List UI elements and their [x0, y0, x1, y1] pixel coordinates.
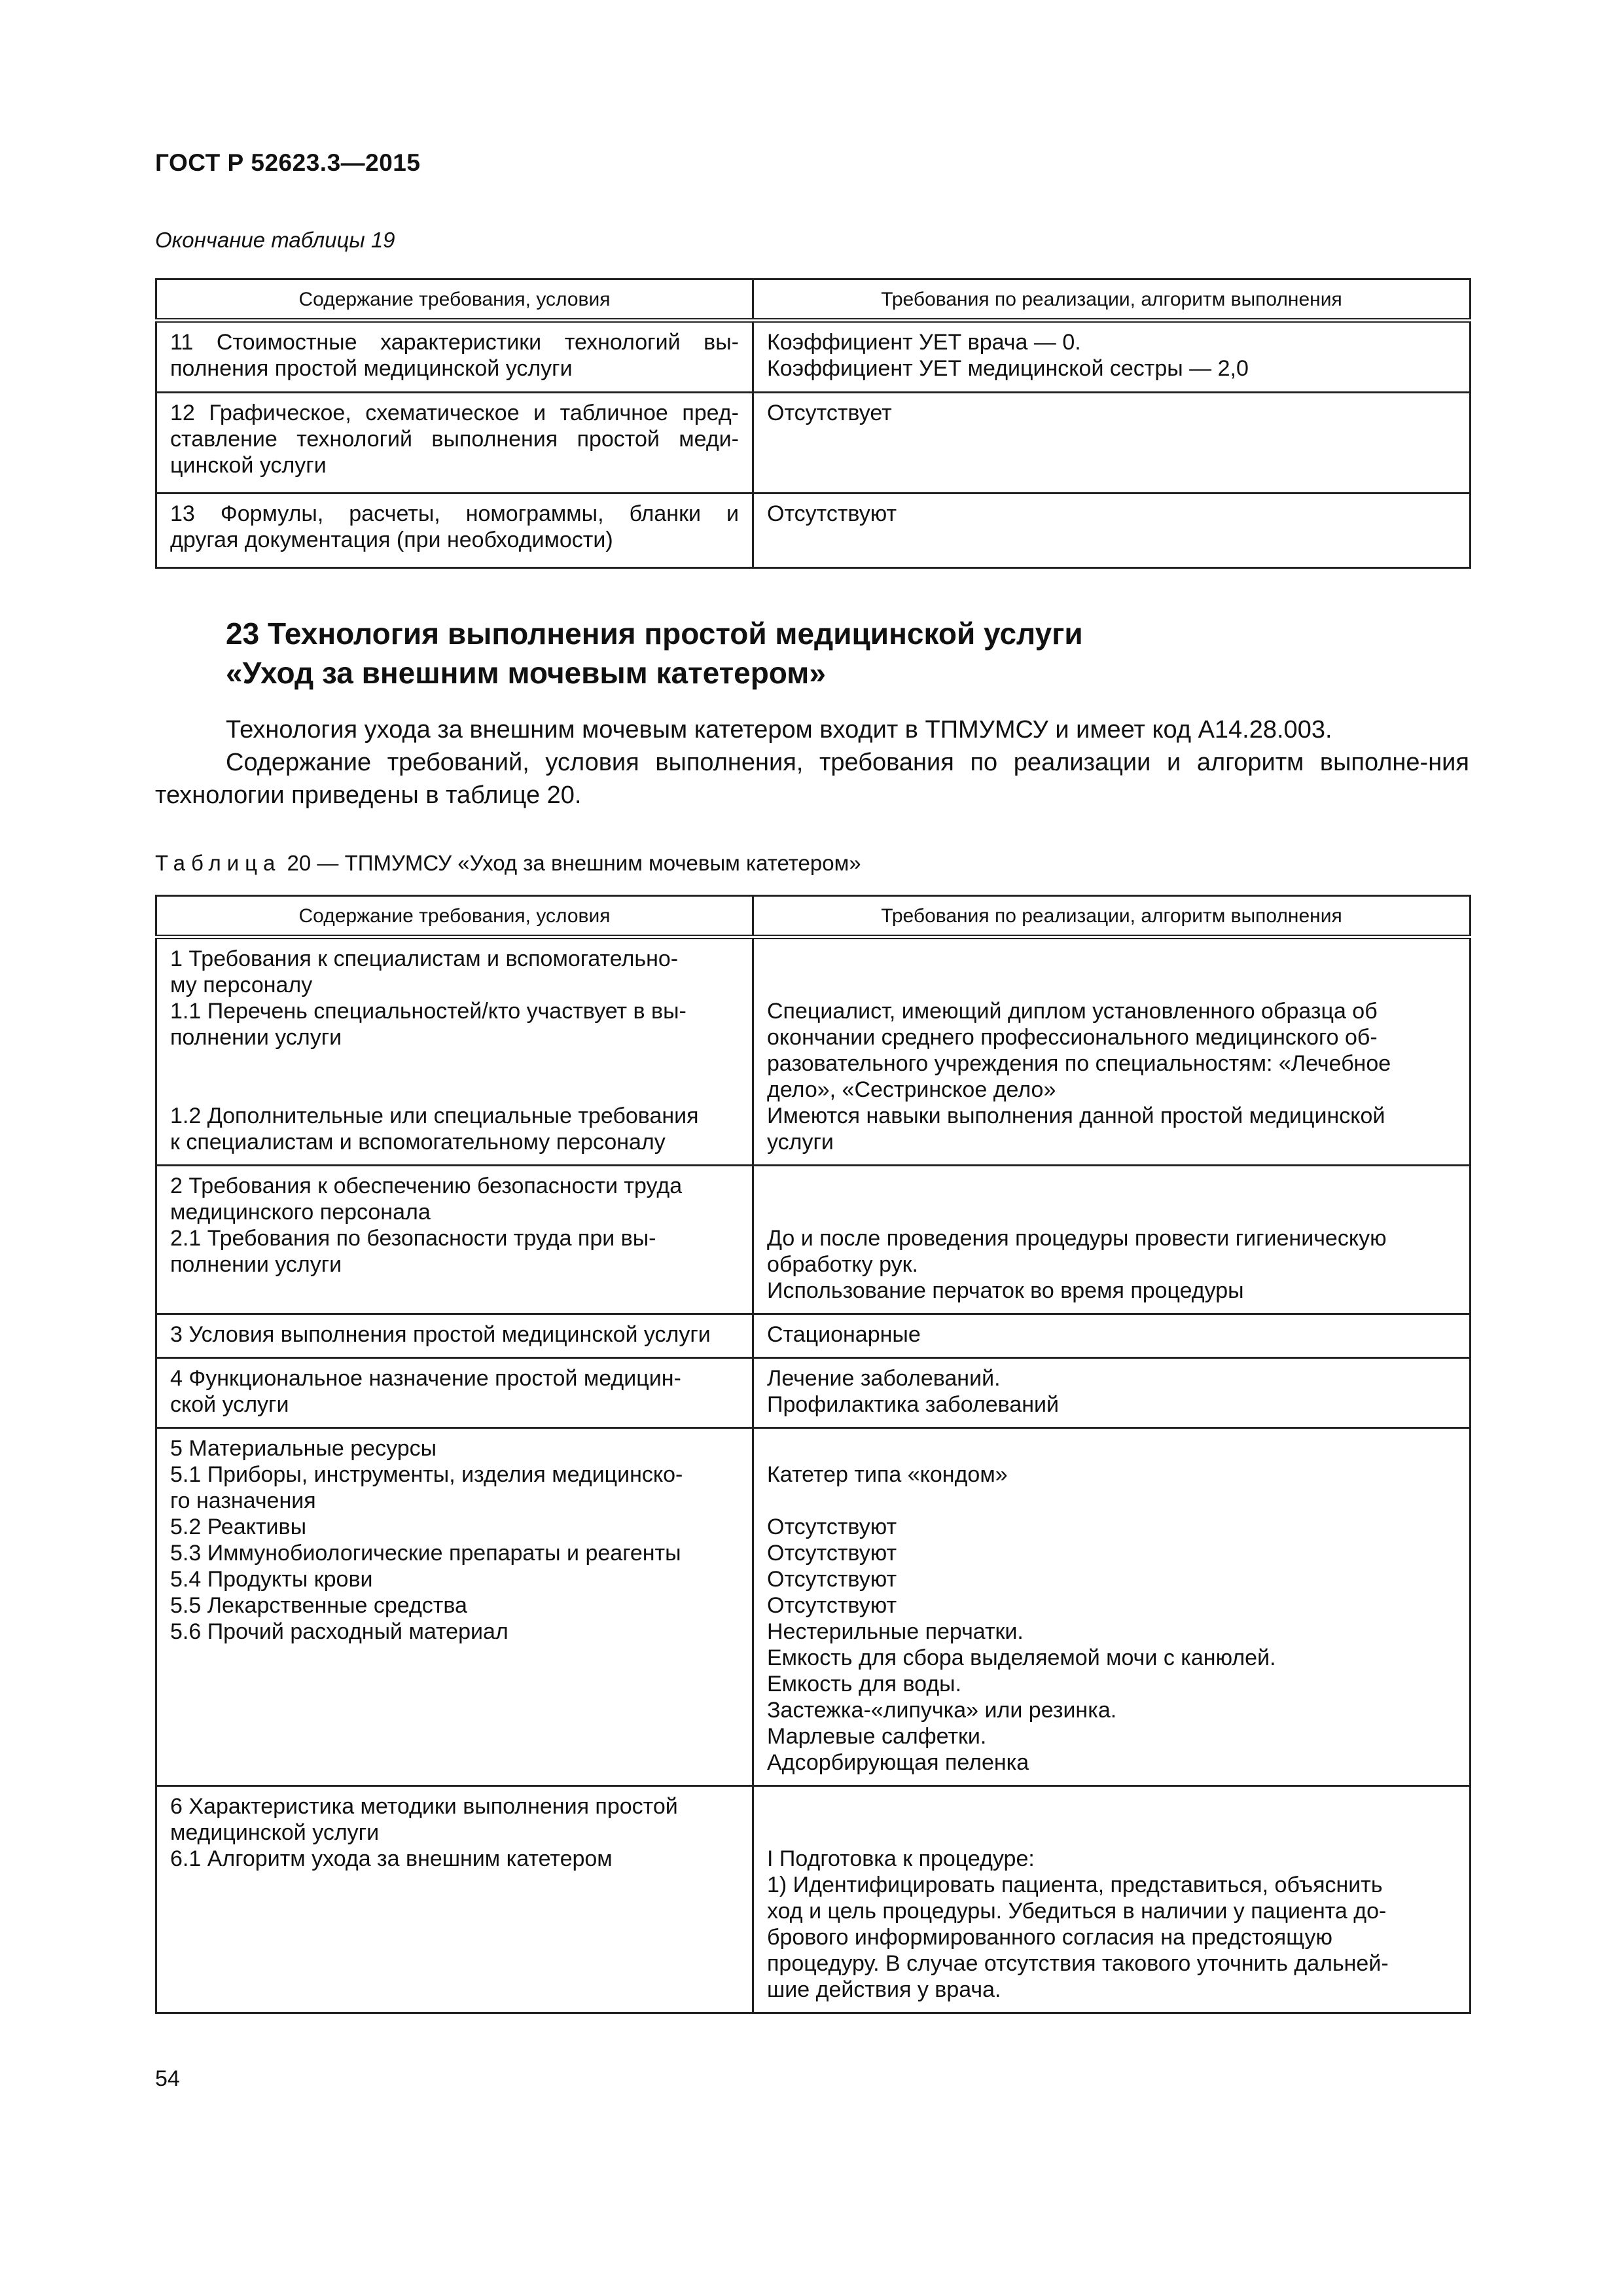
- column-header-implementation: Требования по реализации, алгоритм выполнения: [753, 896, 1471, 937]
- cell-line: окончании среднего профессионального медицинского об-: [767, 1025, 1378, 1050]
- cell-line: ход и цель процедуры. Убедиться в наличии у пациента до-: [767, 1899, 1387, 1924]
- cell-line: До и после проведения процедуры провести гигиеническую: [767, 1226, 1387, 1251]
- cell-line: 5.2 Реактивы: [170, 1515, 307, 1539]
- requirement-cell: [156, 393, 753, 493]
- cell-line: [767, 1173, 1456, 1199]
- column-header-requirements: Содержание требования, условия: [156, 279, 753, 321]
- table-caption-title: 20 — ТПМУМСУ «Уход за внешним мочевым катетером»: [281, 851, 861, 875]
- cell-line: 1) Идентифицировать пациента, представиться, объяснить: [767, 1873, 1383, 1897]
- requirement-cell: [156, 321, 753, 393]
- table-row: [156, 1314, 1471, 1358]
- cell-line: Емкость для воды.: [767, 1672, 962, 1696]
- requirement-cell: [156, 1358, 753, 1428]
- cell-line: обработку рук.: [767, 1252, 918, 1277]
- cell-line: 11 Стоимостные характеристики технологий вы-: [170, 330, 739, 355]
- cell-line: 2 Требования к обеспечению безопасности труда: [170, 1174, 683, 1198]
- cell-line: [767, 972, 1456, 998]
- cell-line: 3 Условия выполнения простой медицинской услуги: [170, 1322, 711, 1347]
- cell-line: 1.1 Перечень специальностей/кто участвует в вы-: [170, 999, 687, 1024]
- cell-line: цинской услуги: [170, 453, 327, 478]
- cell-line: 6 Характеристика методики выполнения простой: [170, 1794, 678, 1819]
- cell-line: Застежка-«липучка» или резинка.: [767, 1698, 1117, 1723]
- implementation-cell: [753, 1358, 1471, 1428]
- cell-line: полнении услуги: [170, 1252, 342, 1277]
- column-header-implementation: Требования по реализации, алгоритм выполнения: [753, 279, 1471, 321]
- requirement-cell: [156, 493, 753, 568]
- cell-line: процедуру. В случае отсутствия такового уточнить дальней-: [767, 1951, 1389, 1976]
- table-continuation-caption: Окончание таблицы 19: [155, 228, 395, 252]
- cell-line: полнения простой медицинской услуги: [170, 356, 573, 381]
- cell-line: Отсутствуют: [767, 1541, 897, 1566]
- table-20-caption: [155, 851, 861, 876]
- cell-line: ставление технологий выполнения простой меди-: [170, 427, 739, 452]
- cell-line: [767, 1435, 1456, 1462]
- cell-line: [170, 1077, 739, 1103]
- cell-line: Имеются навыки выполнения данной простой медицинской: [767, 1103, 1385, 1128]
- cell-line: полнении услуги: [170, 1025, 342, 1050]
- cell-line: 5.5 Лекарственные средства: [170, 1593, 467, 1618]
- cell-line: Использование перчаток во время процедуры: [767, 1278, 1244, 1303]
- cell-line: Нестерильные перчатки.: [767, 1619, 1024, 1644]
- cell-line: 1.2 Дополнительные или специальные требования: [170, 1103, 699, 1128]
- requirement-cell: [156, 1314, 753, 1358]
- table-20: [155, 895, 1471, 2014]
- cell-line: услуги: [767, 1130, 834, 1155]
- table-row: [156, 1358, 1471, 1428]
- cell-line: ской услуги: [170, 1392, 289, 1417]
- cell-line: Коэффициент УЕТ врача — 0.: [767, 330, 1081, 355]
- cell-line: Стационарные: [767, 1322, 921, 1347]
- section-paragraph: Содержание требований, условия выполнения, требования по реализации и алгоритм выполне-ния технологии приведены в таблице 20.: [155, 749, 1469, 809]
- cell-line: шие действия у врача.: [767, 1977, 1001, 2002]
- cell-line: Адсорбирующая пеленка: [767, 1750, 1029, 1775]
- cell-line: 5.1 Приборы, инструменты, изделия медицинско-: [170, 1462, 683, 1487]
- column-header-requirements: Содержание требования, условия: [156, 896, 753, 937]
- cell-line: Отсутствует: [767, 401, 892, 425]
- cell-line: Отсутствуют: [767, 1515, 897, 1539]
- cell-line: медицинской услуги: [170, 1820, 380, 1845]
- table-header-row: [156, 896, 1471, 937]
- implementation-cell: [753, 321, 1471, 393]
- cell-line: [767, 1793, 1456, 1820]
- section-heading: [226, 614, 1083, 692]
- table-header-row: [156, 279, 1471, 321]
- cell-line: другая документация (при необходимости): [170, 528, 613, 552]
- table-row: [156, 493, 1471, 568]
- cell-line: брового информированного согласия на предстоящую: [767, 1925, 1333, 1950]
- cell-line: го назначения: [170, 1488, 316, 1513]
- cell-line: Емкость для сбора выделяемой мочи с канюлей.: [767, 1645, 1276, 1670]
- table-caption-label: Таблица: [155, 851, 281, 875]
- implementation-cell: [753, 1428, 1471, 1786]
- section-heading-line: 23 Технология выполнения простой медицинской услуги: [226, 617, 1083, 651]
- requirement-cell: [156, 937, 753, 1166]
- table-row: [156, 393, 1471, 493]
- table-row: [156, 1428, 1471, 1786]
- cell-line: 6.1 Алгоритм ухода за внешним катетером: [170, 1846, 613, 1871]
- cell-line: 5.6 Прочий расходный материал: [170, 1619, 508, 1644]
- table-row: [156, 1786, 1471, 2013]
- cell-line: 4 Функциональное назначение простой медицин-: [170, 1366, 681, 1391]
- cell-line: Лечение заболеваний.: [767, 1366, 1001, 1391]
- cell-line: [767, 1488, 1456, 1514]
- cell-line: [767, 1820, 1456, 1846]
- implementation-cell: [753, 493, 1471, 568]
- cell-line: к специалистам и вспомогательному персоналу: [170, 1130, 666, 1155]
- cell-line: 13 Формулы, расчеты, номограммы, бланки и: [170, 501, 739, 526]
- cell-line: [170, 1050, 739, 1077]
- cell-line: му персоналу: [170, 973, 313, 997]
- cell-line: Коэффициент УЕТ медицинской сестры — 2,0: [767, 356, 1249, 381]
- table-row: [156, 321, 1471, 393]
- cell-line: 5.4 Продукты крови: [170, 1567, 373, 1592]
- cell-line: Отсутствуют: [767, 501, 897, 526]
- cell-line: Специалист, имеющий диплом установленного образца об: [767, 999, 1378, 1024]
- cell-line: разовательного учреждения по специальностям: «Лечебное: [767, 1051, 1391, 1076]
- cell-line: Отсутствуют: [767, 1567, 897, 1592]
- cell-line: 5.3 Иммунобиологические препараты и реагенты: [170, 1541, 681, 1566]
- cell-line: I Подготовка к процедуре:: [767, 1846, 1035, 1871]
- implementation-cell: [753, 937, 1471, 1166]
- cell-line: 1 Требования к специалистам и вспомогательно-: [170, 946, 679, 971]
- cell-line: 12 Графическое, схематическое и табличное пред-: [170, 401, 739, 425]
- implementation-cell: [753, 1166, 1471, 1314]
- requirement-cell: [156, 1166, 753, 1314]
- implementation-cell: [753, 1314, 1471, 1358]
- cell-line: Отсутствуют: [767, 1593, 897, 1618]
- document-code-header: ГОСТ Р 52623.3—2015: [155, 149, 421, 176]
- page-number: 54: [155, 2066, 180, 2091]
- cell-line: 5 Материальные ресурсы: [170, 1436, 437, 1461]
- section-paragraph: Технология ухода за внешним мочевым катетером входит в ТПМУМСУ и имеет код А14.28.003.: [226, 716, 1332, 744]
- cell-line: [767, 1199, 1456, 1225]
- cell-line: [767, 946, 1456, 972]
- section-heading-line: «Уход за внешним мочевым катетером»: [226, 656, 826, 690]
- implementation-cell: [753, 393, 1471, 493]
- implementation-cell: [753, 1786, 1471, 2013]
- cell-line: Марлевые салфетки.: [767, 1724, 987, 1749]
- cell-line: дело», «Сестринское дело»: [767, 1077, 1056, 1102]
- table-row: [156, 1166, 1471, 1314]
- table-row: [156, 937, 1471, 1166]
- cell-line: медицинского персонала: [170, 1200, 431, 1225]
- cell-line: Профилактика заболеваний: [767, 1392, 1060, 1417]
- table-19-end: [155, 278, 1471, 569]
- requirement-cell: [156, 1428, 753, 1786]
- requirement-cell: [156, 1786, 753, 2013]
- cell-line: Катетер типа «кондом»: [767, 1462, 1008, 1487]
- cell-line: 2.1 Требования по безопасности труда при вы-: [170, 1226, 656, 1251]
